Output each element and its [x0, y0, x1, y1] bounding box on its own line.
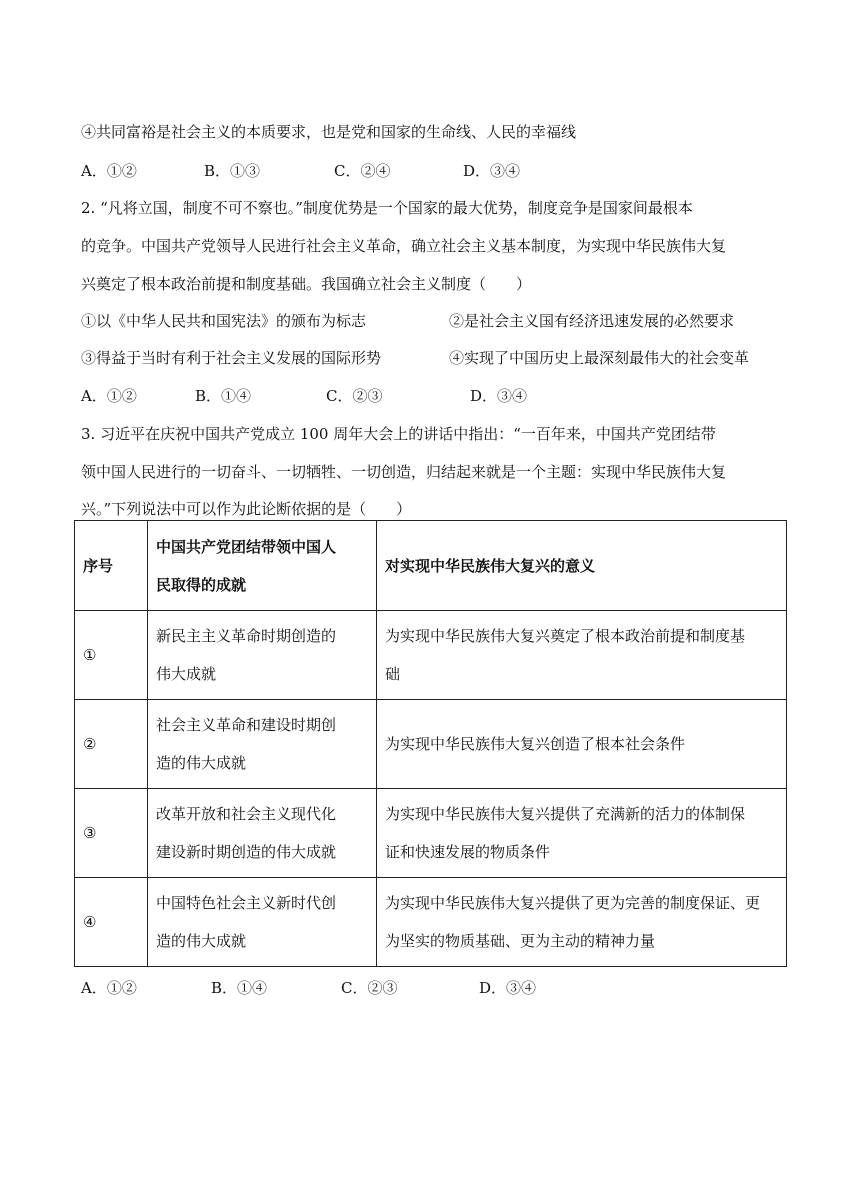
row-significance-line-2: 础 [385, 665, 401, 683]
q3-option-a[interactable]: A．①② [81, 979, 137, 997]
row-significance-line-1: 为实现中华民族伟大复兴奠定了根本政治前提和制度基 [385, 627, 746, 645]
row-significance [377, 878, 787, 967]
row-significance [377, 611, 787, 700]
header-achievement-line-1: 中国共产党团结带领中国人 [156, 537, 337, 556]
q1-option-c[interactable]: C．②④ [334, 162, 391, 180]
q3-option-c[interactable]: C．②③ [341, 979, 398, 997]
table-row [75, 700, 787, 789]
q3-option-d[interactable]: D．③④ [479, 979, 537, 997]
row-achievement-line-1: 中国特色社会主义新时代创 [156, 894, 337, 912]
row-significance-line-1: 为实现中华民族伟大复兴提供了更为完善的制度保证、更 [385, 894, 761, 912]
q3-stem-line-3: 兴。”下列说法中可以作为此论断依据的是（ ） [81, 500, 412, 518]
row-significance-line-2: 证和快速发展的物质条件 [385, 843, 551, 861]
table-header-row [75, 521, 787, 611]
row-significance [377, 789, 787, 878]
row-number: ③ [75, 789, 148, 878]
q2-stem-line-2: 的竞争。中国共产党领导人民进行社会主义革命，确立社会主义基本制度，为实现中华民族伟大复 [81, 237, 727, 255]
row-significance [377, 700, 787, 789]
row-significance-line-1: 为实现中华民族伟大复兴创造了根本社会条件 [385, 735, 686, 753]
row-achievement [148, 789, 377, 878]
row-achievement-line-1: 改革开放和社会主义现代化 [156, 805, 337, 823]
q2-option-d[interactable]: D．③④ [470, 387, 528, 405]
table-row [75, 878, 787, 967]
row-achievement-line-2: 伟大成就 [156, 665, 217, 683]
header-achievement-line-2: 民取得的成就 [156, 575, 247, 594]
row-number: ① [75, 611, 148, 700]
row-achievement-line-1: 社会主义革命和建设时期创 [156, 716, 337, 734]
header-achievement [148, 521, 377, 611]
q3-option-b[interactable]: B．①④ [211, 979, 268, 997]
row-significance-line-2: 为坚实的物质基础、更为主动的精神力量 [385, 932, 656, 950]
header-significance: 对实现中华民族伟大复兴的意义 [377, 521, 787, 611]
table-row [75, 611, 787, 700]
q1-statement-4: ④共同富裕是社会主义的本质要求，也是党和国家的生命线、人民的幸福线 [81, 123, 577, 141]
row-achievement [148, 700, 377, 789]
row-achievement-line-1: 新民主主义革命时期创造的 [156, 627, 337, 645]
q2-option-c[interactable]: C．②③ [326, 387, 383, 405]
q2-statement-3: ③得益于当时有利于社会主义发展的国际形势 [81, 349, 382, 367]
row-significance-line-1: 为实现中华民族伟大复兴提供了充满新的活力的体制保 [385, 805, 746, 823]
q1-option-b[interactable]: B．①③ [204, 162, 261, 180]
q2-option-a[interactable]: A．①② [81, 387, 137, 405]
row-number: ② [75, 700, 148, 789]
q2-option-b[interactable]: B．①④ [195, 387, 252, 405]
header-number: 序号 [75, 521, 148, 611]
q3-stem-line-1: 3. 习近平在庆祝中国共产党成立 100 周年大会上的讲话中指出：“一百年来，中国共产党团结带 [81, 425, 716, 443]
table-row [75, 789, 787, 878]
q3-achievements-table [74, 520, 787, 967]
row-achievement [148, 878, 377, 967]
row-number: ④ [75, 878, 148, 967]
q2-stem-line-3: 兴奠定了根本政治前提和制度基础。我国确立社会主义制度（ ） [81, 275, 532, 293]
q1-option-a[interactable]: A．①② [81, 162, 137, 180]
row-achievement-line-2: 造的伟大成就 [156, 932, 247, 950]
q2-statement-2: ②是社会主义国有经济迅速发展的必然要求 [449, 312, 735, 330]
q2-stem-line-1: 2. “凡将立国，制度不可不察也。”制度优势是一个国家的最大优势，制度竞争是国家间最根本 [81, 199, 693, 217]
q2-statement-4: ④实现了中国历史上最深刻最伟大的社会变革 [449, 349, 750, 367]
q3-stem-line-2: 领中国人民进行的一切奋斗、一切牺牲、一切创造，归结起来就是一个主题：实现中华民族伟大复 [81, 463, 727, 481]
row-achievement-line-2: 造的伟大成就 [156, 754, 247, 772]
row-achievement-line-2: 建设新时期创造的伟大成就 [156, 843, 337, 861]
q1-option-d[interactable]: D．③④ [463, 162, 521, 180]
row-achievement [148, 611, 377, 700]
q2-statement-1: ①以《中华人民共和国宪法》的颁布为标志 [81, 312, 367, 330]
